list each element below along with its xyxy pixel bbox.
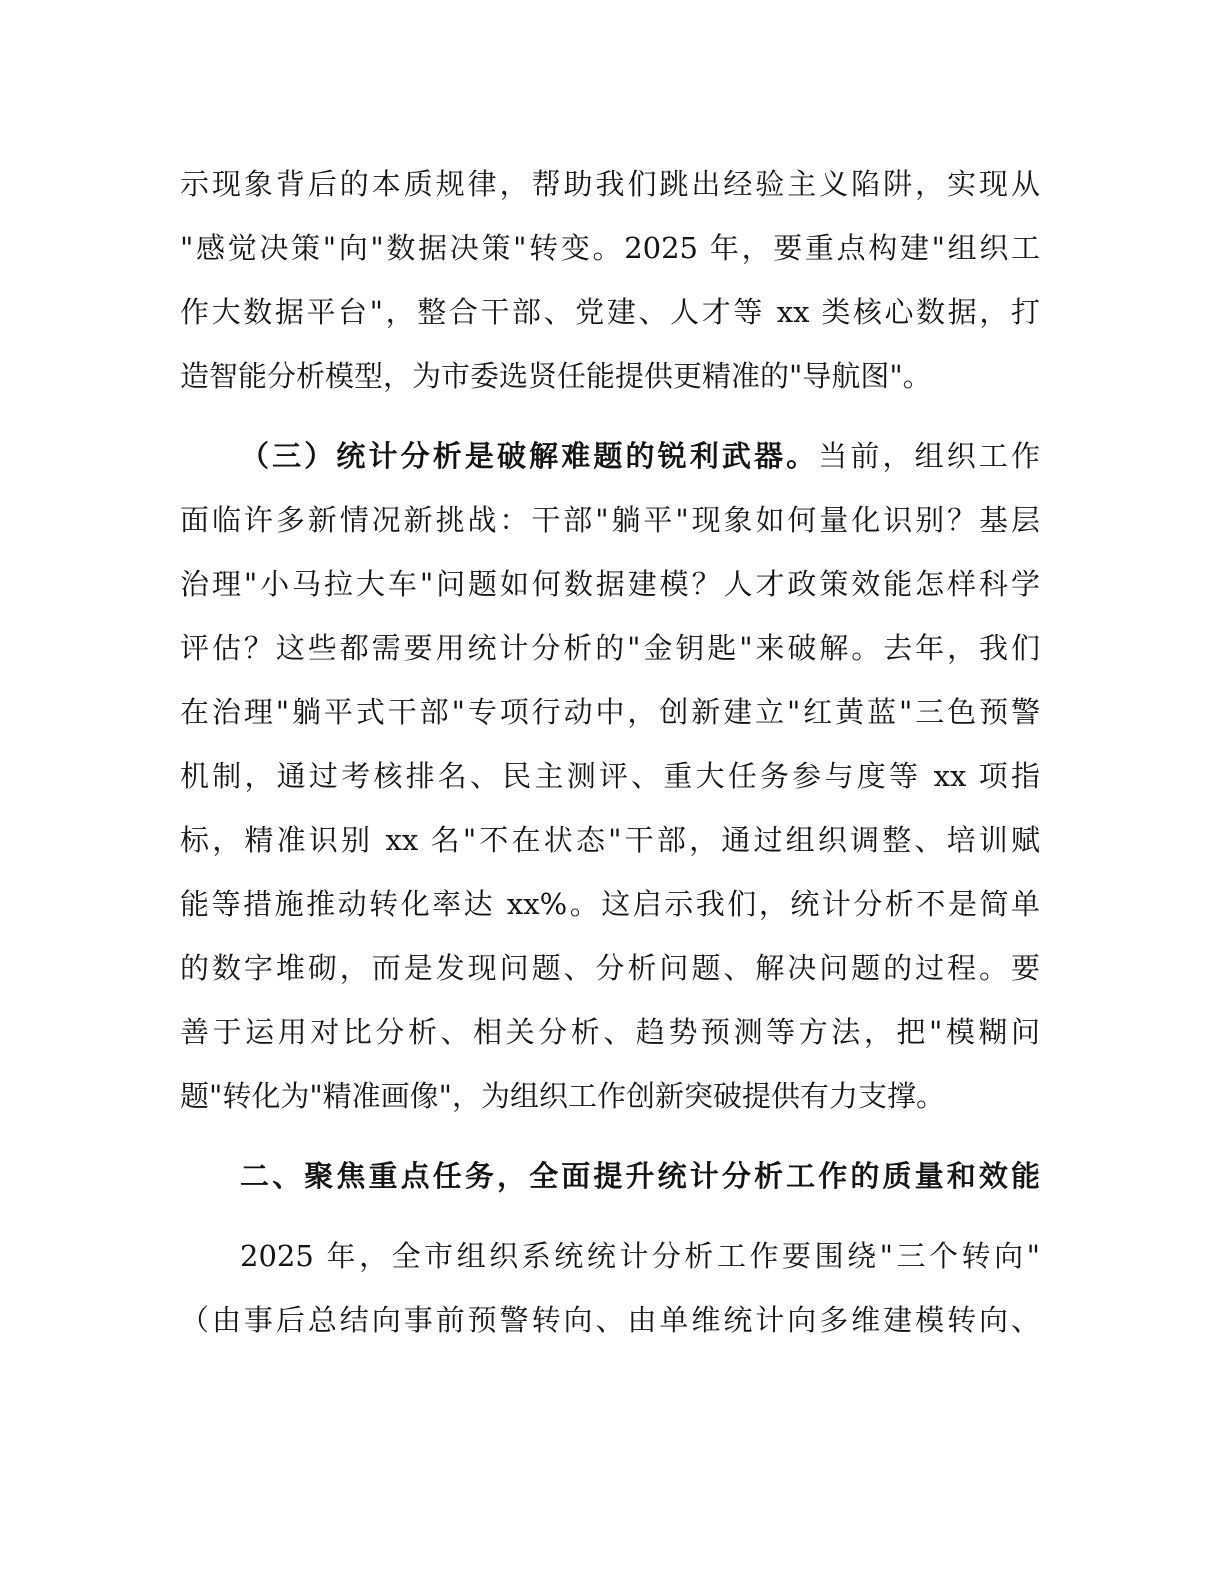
paragraph-1-line-3: 作大数据平台"，整合干部、党建、人才等 xx 类核心数据，打 <box>180 295 1040 329</box>
paragraph-2-line-8: 能等措施推动转化率达 xx%。这启示我们，统计分析不是简单 <box>180 887 1040 921</box>
paragraph-2-line-11: 题"转化为"精准画像"，为组织工作创新突破提供有力支撑。 <box>180 1079 946 1113</box>
paragraph-2-line-1-text: 当前，组织工作 <box>818 439 1040 473</box>
paragraph-2-line-4: 评估？这些都需要用统计分析的"金钥匙"来破解。去年，我们 <box>180 631 1040 665</box>
paragraph-2-line-2: 面临许多新情况新挑战：干部"躺平"现象如何量化识别？基层 <box>180 503 1040 537</box>
paragraph-1-line-2: "感觉决策"向"数据决策"转变。2025 年，要重点构建"组织工 <box>180 231 1040 265</box>
paragraph-1-line-1: 示现象背后的本质规律，帮助我们跳出经验主义陷阱，实现从 <box>180 167 1040 201</box>
subsection-3-heading: （三）统计分析是破解难题的锐利武器。 <box>240 439 819 473</box>
paragraph-2-line-1 <box>240 434 1040 478</box>
paragraph-3-line-1: 2025 年，全市组织系统统计分析工作要围绕"三个转向" <box>240 1239 1040 1273</box>
paragraph-3-line-2: （由事后总结向事前预警转向、由单维统计向多维建模转向、 <box>180 1303 1040 1337</box>
paragraph-2-line-6: 机制，通过考核排名、民主测评、重大任务参与度等 xx 项指 <box>180 759 1040 793</box>
paragraph-2-line-5: 在治理"躺平式干部"专项行动中，创新建立"红黄蓝"三色预警 <box>180 695 1040 729</box>
paragraph-2-line-3: 治理"小马拉大车"问题如何数据建模？人才政策效能怎样科学 <box>180 567 1040 601</box>
paragraph-2-line-7: 标，精准识别 xx 名"不在状态"干部，通过组织调整、培训赋 <box>180 823 1040 857</box>
section-2-title: 二、聚焦重点任务，全面提升统计分析工作的质量和效能 <box>240 1159 1040 1193</box>
paragraph-2-line-10: 善于运用对比分析、相关分析、趋势预测等方法，把"模糊问 <box>180 1015 1040 1049</box>
paragraph-2-line-9: 的数字堆砌，而是发现问题、分析问题、解决问题的过程。要 <box>180 951 1040 985</box>
paragraph-1-line-4: 造智能分析模型，为市委选贤任能提供更精准的"导航图"。 <box>180 359 932 393</box>
